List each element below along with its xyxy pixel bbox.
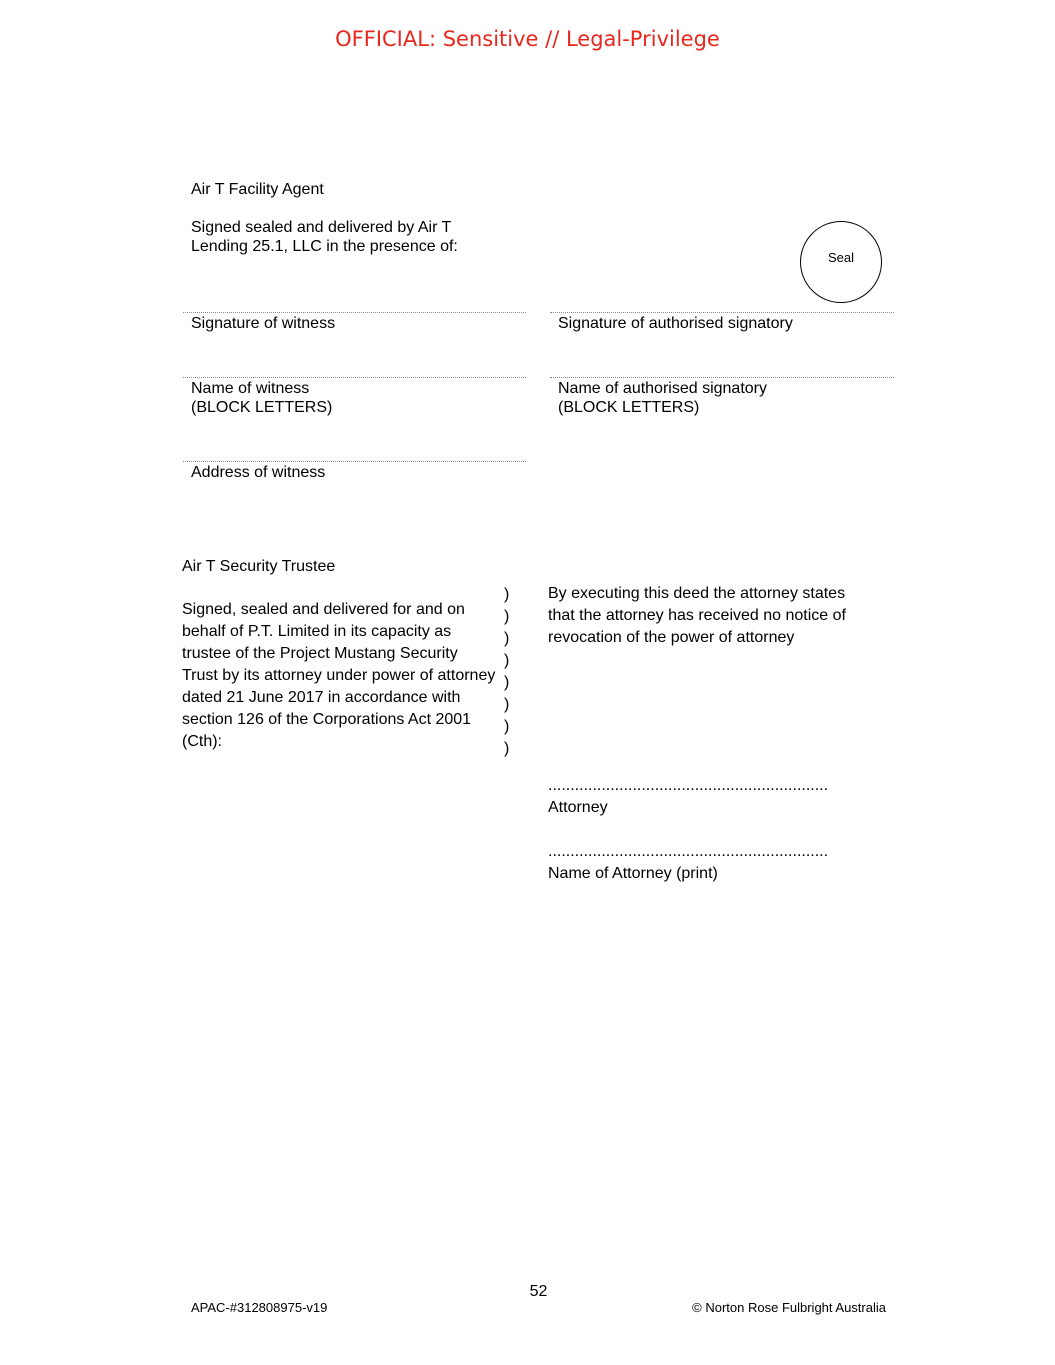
- attorney-statement-line: revocation of the power of attorney: [548, 629, 795, 646]
- attorney-statement-line: By executing this deed the attorney states: [548, 585, 846, 602]
- bracket-mark: ): [504, 696, 510, 713]
- signatory-name-block: [558, 379, 767, 417]
- witness-address-line: [183, 461, 526, 462]
- execution-line: trustee of the Project Mustang Security: [182, 645, 458, 662]
- classification-banner: OFFICIAL: Sensitive // Legal-Privilege: [335, 27, 720, 51]
- witness-name-label: Name of witness: [191, 380, 310, 397]
- bracket-mark: ): [504, 608, 510, 625]
- bracket-mark: ): [504, 740, 510, 757]
- seal-label: Seal: [827, 250, 855, 265]
- facility-agent-statement: [191, 218, 458, 256]
- witness-name-line: [183, 377, 526, 378]
- execution-line: dated 21 June 2017 in accordance with: [182, 689, 461, 706]
- witness-signature-label: Signature of witness: [191, 315, 336, 332]
- signatory-signature-line: [550, 312, 894, 313]
- signatory-name-line: [550, 377, 894, 378]
- execution-line: (Cth):: [182, 733, 222, 750]
- attorney-label: Attorney: [548, 799, 608, 816]
- bracket-mark: ): [504, 674, 510, 691]
- bracket-mark: ): [504, 630, 510, 647]
- bracket-mark: ): [504, 586, 510, 603]
- security-trustee-heading: Air T Security Trustee: [182, 558, 336, 575]
- document-id: APAC-#312808975-v19: [191, 1300, 328, 1315]
- trustee-execution-clause: [182, 599, 512, 753]
- witness-name-block: [191, 379, 332, 417]
- execution-line: section 126 of the Corporations Act 2001: [182, 711, 472, 728]
- witness-name-note: (BLOCK LETTERS): [191, 399, 333, 416]
- execution-line: Trust by its attorney under power of attorney: [182, 667, 496, 684]
- facility-agent-heading: Air T Facility Agent: [191, 181, 324, 198]
- bracket-mark: ): [504, 718, 510, 735]
- bracket-mark: ): [504, 652, 510, 669]
- execution-line: Signed, sealed and delivered for and on: [182, 601, 465, 618]
- page-number: 52: [529, 1283, 548, 1300]
- signatory-name-note: (BLOCK LETTERS): [558, 399, 700, 416]
- attorney-name-dots: ...............................................................: [548, 843, 829, 860]
- execution-line: behalf of P.T. Limited in its capacity as: [182, 623, 452, 640]
- facility-agent-statement-line-1: Signed sealed and delivered by Air T: [191, 219, 452, 236]
- facility-agent-statement-line-2: Lending 25.1, LLC in the presence of:: [191, 238, 458, 255]
- signatory-name-label: Name of authorised signatory: [558, 380, 767, 397]
- attorney-signature-dots: ...............................................................: [548, 777, 829, 794]
- copyright-notice: © Norton Rose Fulbright Australia: [692, 1300, 886, 1315]
- witness-signature-line: [183, 312, 526, 313]
- attorney-name-label: Name of Attorney (print): [548, 865, 718, 882]
- seal-circle: [800, 221, 882, 303]
- signatory-signature-label: Signature of authorised signatory: [558, 315, 793, 332]
- attorney-statement: [548, 583, 888, 649]
- attorney-statement-line: that the attorney has received no notice of: [548, 607, 846, 624]
- witness-address-label: Address of witness: [191, 464, 326, 481]
